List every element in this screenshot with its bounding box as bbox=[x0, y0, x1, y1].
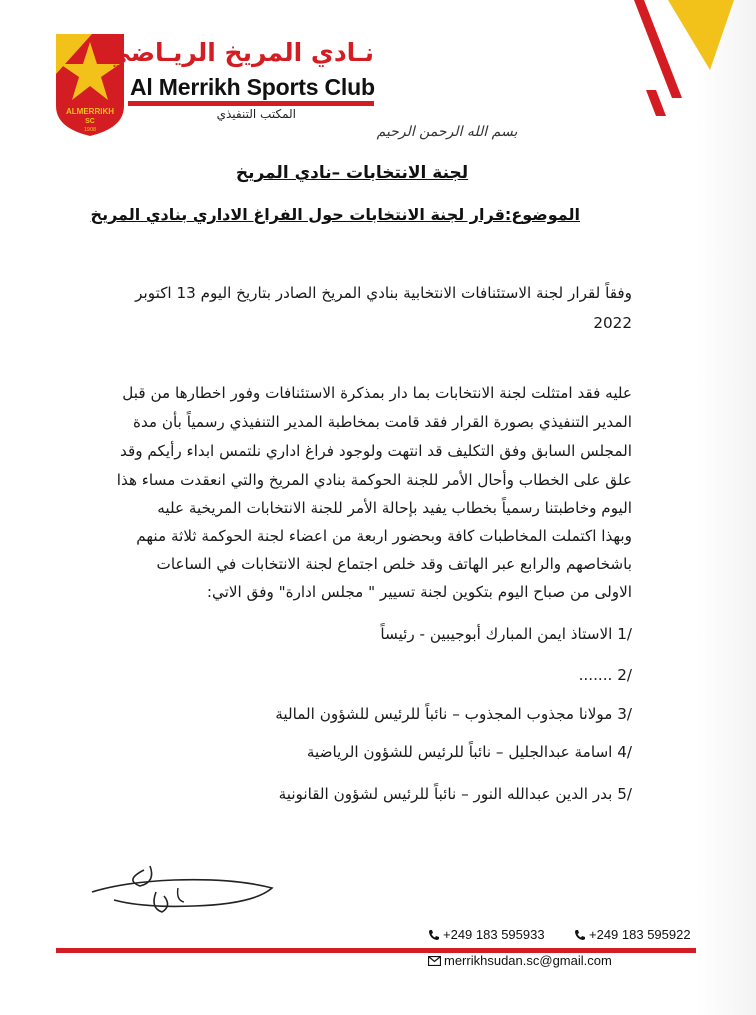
club-name-english: Al Merrikh Sports Club bbox=[130, 74, 375, 100]
phone-contact-1 bbox=[574, 927, 691, 942]
phone-number-2: +249 183 595933 bbox=[443, 927, 545, 942]
intro-line: وفقاً لقرار لجنة الاستئنافات الانتخابية بنادي المريخ الصادر بتاريخ اليوم 13 اكتوبر bbox=[135, 284, 632, 302]
corner-decoration bbox=[586, 0, 736, 160]
email-address: merrikhsudan.sc@gmail.com bbox=[444, 953, 612, 968]
member-number: 3/ bbox=[617, 705, 632, 723]
committee-title: لجنة الانتخابات –نادي المريخ bbox=[235, 163, 469, 183]
body-line: المدير التنفيذي بصورة القرار فقد قامت بمخاطبة المدير التنفيذي رسمياً بأن مدة bbox=[132, 413, 632, 431]
intro-year: 2022 bbox=[593, 314, 632, 332]
subject-line: الموضوع:قرار لجنة الانتخابات حول الفراغ الاداري بنادي المريخ bbox=[90, 205, 580, 224]
body-line: وبهذا اكتملت المخاطبات كافة وبحضور اربعة من اعضاء لجنة الحوكمة ثلاثة منهم bbox=[136, 527, 632, 545]
header-rule bbox=[128, 101, 374, 106]
phone-icon bbox=[428, 929, 440, 941]
phone-icon bbox=[574, 929, 586, 941]
logo-text: ALMERRIKH bbox=[66, 107, 114, 116]
body-line: عليه فقد امتثلت لجنة الانتخابات بما دار بمذكرة الاستئنافات وفور اخطارها من قبل bbox=[122, 384, 632, 402]
member-text: مولانا مجذوب المجذوب – نائباً للرئيس للشؤون المالية bbox=[275, 705, 613, 723]
member-number: 1/ bbox=[617, 625, 632, 643]
body-line: اليوم وخاطبتنا رسمياً بخطاب يفيد بإحالة الأمر للجنة الانتخابات المريخية عليه bbox=[157, 499, 632, 517]
body-line: باشخاصهم والرابع عبر الهاتف وقد خلص اجتماع لجنة الانتخابات في الساعات bbox=[156, 555, 632, 573]
member-number: 4/ bbox=[617, 743, 632, 761]
body-line: المجلس السابق وفق التكليف قد انتهت ولوجود فراغ اداري نلتمس ابداء رأيكم وقد bbox=[119, 442, 632, 460]
member-item bbox=[200, 625, 632, 643]
logo-sub: SC bbox=[85, 118, 95, 125]
email-contact bbox=[428, 953, 612, 968]
body-line: علق على الخطاب وأحال الأمر للجنة الحوكمة بنادي المريخ والتي انعقدت مساء هذا bbox=[116, 471, 632, 489]
member-item bbox=[200, 743, 632, 761]
email-icon bbox=[428, 956, 441, 966]
body-line: الاولى من صباح اليوم بتكوين لجنة تسيير " مجلس ادارة" وفق الاتي: bbox=[206, 583, 632, 601]
member-item bbox=[200, 666, 632, 684]
phone-contact-2 bbox=[428, 927, 545, 942]
club-name-arabic: نـادي المريخ الريـاضي bbox=[105, 38, 374, 67]
member-number: 5/ bbox=[617, 785, 632, 803]
member-number: 2/ bbox=[617, 666, 632, 684]
phone-number-1: +249 183 595922 bbox=[589, 927, 691, 942]
executive-office-label: المكتب التنفيذي bbox=[216, 107, 296, 121]
basmala: بسم الله الرحمن الرحيم bbox=[376, 124, 518, 140]
member-text: الاستاذ ايمن المبارك أبوجيبين - رئيساً bbox=[380, 625, 613, 643]
member-text: بدر الدين عبدالله النور – نائباً للرئيس لشؤون القانونية bbox=[278, 785, 613, 803]
member-text: ....... bbox=[578, 666, 613, 684]
member-text: اسامة عبدالجليل – نائباً للرئيس للشؤون الرياضية bbox=[306, 743, 613, 761]
logo-year: 1908 bbox=[83, 127, 97, 133]
member-item bbox=[200, 705, 632, 723]
handwritten-signature bbox=[84, 852, 284, 922]
member-item bbox=[200, 785, 632, 803]
